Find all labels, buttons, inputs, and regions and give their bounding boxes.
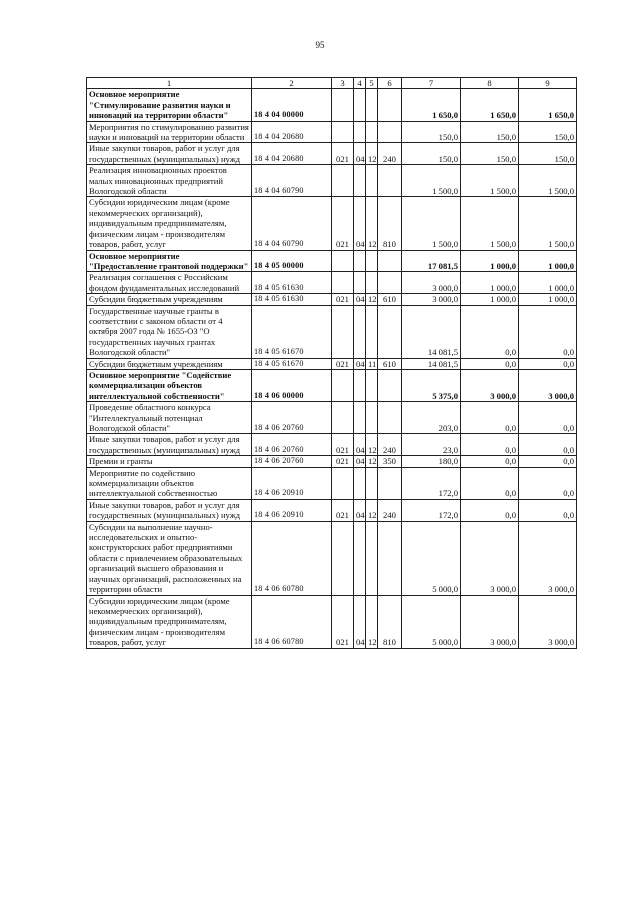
header-cell: 3 bbox=[332, 78, 354, 89]
kosgu-cell bbox=[378, 369, 402, 401]
row-name-cell: Субсидии юридическим лицам (кроме некоммерческих организаций), индивидуальным предпринимателям, физическим лицам - производителям товаров, работ, услуг bbox=[87, 595, 252, 648]
table-row bbox=[87, 143, 577, 165]
table-row bbox=[87, 499, 577, 521]
kosgu-cell: 610 bbox=[378, 294, 402, 305]
amount-year1-cell: 3 000,0 bbox=[402, 294, 461, 305]
amount-year1-cell: 17 081,5 bbox=[402, 250, 461, 272]
target-article-cell: 18 4 06 60780 bbox=[252, 521, 332, 595]
table-body bbox=[87, 89, 577, 648]
kosgu-cell: 240 bbox=[378, 499, 402, 521]
amount-year2-cell: 1 500,0 bbox=[461, 165, 519, 197]
table-row bbox=[87, 165, 577, 197]
subsection-cell bbox=[366, 165, 378, 197]
amount-year2-cell: 0,0 bbox=[461, 467, 519, 499]
section-cell bbox=[354, 467, 366, 499]
amount-year3-cell: 3 000,0 bbox=[519, 521, 577, 595]
table-row bbox=[87, 434, 577, 456]
row-name-cell: Основное мероприятие "Стимулирование развития науки и инноваций на территории области" bbox=[87, 89, 252, 121]
target-article-cell: 18 4 04 20680 bbox=[252, 143, 332, 165]
kosgu-cell bbox=[378, 89, 402, 121]
amount-year1-cell: 150,0 bbox=[402, 143, 461, 165]
subsection-cell: 11 bbox=[366, 358, 378, 369]
subsection-cell bbox=[366, 402, 378, 434]
kosgu-cell bbox=[378, 467, 402, 499]
table-row bbox=[87, 294, 577, 305]
kosgu-cell bbox=[378, 402, 402, 434]
expense-type-cell bbox=[332, 272, 354, 294]
expense-type-cell bbox=[332, 402, 354, 434]
table-row bbox=[87, 369, 577, 401]
expense-type-cell bbox=[332, 305, 354, 358]
section-cell: 04 bbox=[354, 595, 366, 648]
expense-type-cell bbox=[332, 89, 354, 121]
amount-year1-cell: 14 081,5 bbox=[402, 305, 461, 358]
row-name-cell: Мероприятия по стимулированию развития науки и инноваций на территории области bbox=[87, 121, 252, 143]
kosgu-cell: 350 bbox=[378, 456, 402, 467]
row-name-cell: Иные закупки товаров, работ и услуг для государственных (муниципальных) нужд bbox=[87, 434, 252, 456]
target-article-cell: 18 4 06 20910 bbox=[252, 467, 332, 499]
amount-year2-cell: 150,0 bbox=[461, 143, 519, 165]
amount-year1-cell: 5 000,0 bbox=[402, 521, 461, 595]
section-cell bbox=[354, 165, 366, 197]
row-name-cell: Основное мероприятие "Предоставление грантовой поддержки" bbox=[87, 250, 252, 272]
amount-year1-cell: 203,0 bbox=[402, 402, 461, 434]
amount-year1-cell: 1 500,0 bbox=[402, 197, 461, 250]
target-article-cell: 18 4 06 20760 bbox=[252, 434, 332, 456]
amount-year2-cell: 150,0 bbox=[461, 121, 519, 143]
section-cell bbox=[354, 272, 366, 294]
amount-year3-cell: 3 000,0 bbox=[519, 369, 577, 401]
kosgu-cell bbox=[378, 250, 402, 272]
section-cell: 04 bbox=[354, 143, 366, 165]
amount-year3-cell: 3 000,0 bbox=[519, 595, 577, 648]
amount-year2-cell: 3 000,0 bbox=[461, 521, 519, 595]
row-name-cell: Государственные научные гранты в соответствии с законом области от 4 октября 2007 года № 1655-ОЗ "О государственных научных грантах Вологодской области" bbox=[87, 305, 252, 358]
amount-year3-cell: 0,0 bbox=[519, 358, 577, 369]
target-article-cell: 18 4 04 60790 bbox=[252, 197, 332, 250]
table-row bbox=[87, 358, 577, 369]
table-row bbox=[87, 521, 577, 595]
row-name-cell: Премии и гранты bbox=[87, 456, 252, 467]
kosgu-cell: 240 bbox=[378, 434, 402, 456]
amount-year2-cell: 0,0 bbox=[461, 456, 519, 467]
row-name-cell: Реализация соглашения с Российским фондом фундаментальных исследований bbox=[87, 272, 252, 294]
table-row bbox=[87, 467, 577, 499]
subsection-cell bbox=[366, 121, 378, 143]
target-article-cell: 18 4 06 20760 bbox=[252, 402, 332, 434]
section-cell bbox=[354, 369, 366, 401]
amount-year3-cell: 0,0 bbox=[519, 402, 577, 434]
expense-type-cell bbox=[332, 250, 354, 272]
amount-year1-cell: 5 000,0 bbox=[402, 595, 461, 648]
expense-type-cell: 021 bbox=[332, 456, 354, 467]
header-cell: 6 bbox=[378, 78, 402, 89]
amount-year1-cell: 14 081,5 bbox=[402, 358, 461, 369]
amount-year2-cell: 1 500,0 bbox=[461, 197, 519, 250]
amount-year2-cell: 1 000,0 bbox=[461, 294, 519, 305]
subsection-cell bbox=[366, 272, 378, 294]
row-name-cell: Субсидии бюджетным учреждениям bbox=[87, 294, 252, 305]
section-cell: 04 bbox=[354, 197, 366, 250]
expense-type-cell: 021 bbox=[332, 143, 354, 165]
header-cell: 8 bbox=[461, 78, 519, 89]
subsection-cell bbox=[366, 369, 378, 401]
row-name-cell: Основное мероприятие "Содействие коммерциализации объектов интеллектуальной собственности" bbox=[87, 369, 252, 401]
amount-year2-cell: 1 000,0 bbox=[461, 250, 519, 272]
table-row bbox=[87, 121, 577, 143]
amount-year3-cell: 1 000,0 bbox=[519, 294, 577, 305]
target-article-cell: 18 4 04 00000 bbox=[252, 89, 332, 121]
header-cell: 2 bbox=[252, 78, 332, 89]
amount-year1-cell: 172,0 bbox=[402, 467, 461, 499]
amount-year3-cell: 1 500,0 bbox=[519, 197, 577, 250]
amount-year1-cell: 1 500,0 bbox=[402, 165, 461, 197]
section-cell: 04 bbox=[354, 434, 366, 456]
subsection-cell: 12 bbox=[366, 294, 378, 305]
kosgu-cell: 810 bbox=[378, 197, 402, 250]
table-row bbox=[87, 272, 577, 294]
section-cell bbox=[354, 250, 366, 272]
table-row bbox=[87, 595, 577, 648]
expense-type-cell bbox=[332, 121, 354, 143]
amount-year3-cell: 0,0 bbox=[519, 305, 577, 358]
table-row bbox=[87, 305, 577, 358]
target-article-cell: 18 4 04 60790 bbox=[252, 165, 332, 197]
header-cell: 9 bbox=[519, 78, 577, 89]
amount-year3-cell: 0,0 bbox=[519, 499, 577, 521]
row-name-cell: Иные закупки товаров, работ и услуг для государственных (муниципальных) нужд bbox=[87, 143, 252, 165]
kosgu-cell bbox=[378, 272, 402, 294]
amount-year2-cell: 3 000,0 bbox=[461, 595, 519, 648]
amount-year1-cell: 23,0 bbox=[402, 434, 461, 456]
amount-year3-cell: 150,0 bbox=[519, 121, 577, 143]
amount-year1-cell: 1 650,0 bbox=[402, 89, 461, 121]
kosgu-cell bbox=[378, 165, 402, 197]
row-name-cell: Мероприятие по содействию коммерциализации объектов интеллектуальной собственностью bbox=[87, 467, 252, 499]
section-cell bbox=[354, 521, 366, 595]
target-article-cell: 18 4 05 61670 bbox=[252, 305, 332, 358]
amount-year2-cell: 0,0 bbox=[461, 434, 519, 456]
amount-year2-cell: 0,0 bbox=[461, 305, 519, 358]
table-row bbox=[87, 89, 577, 121]
target-article-cell: 18 4 06 60780 bbox=[252, 595, 332, 648]
amount-year1-cell: 180,0 bbox=[402, 456, 461, 467]
target-article-cell: 18 4 05 61630 bbox=[252, 272, 332, 294]
row-name-cell: Субсидии на выполнение научно-исследовательских и опытно-конструкторских работ предприятиями области с привлечением образовательных организаций высшего образования и научных организаций, расположенных на территории области bbox=[87, 521, 252, 595]
target-article-cell: 18 4 05 00000 bbox=[252, 250, 332, 272]
target-article-cell: 18 4 06 20760 bbox=[252, 456, 332, 467]
expense-type-cell: 021 bbox=[332, 197, 354, 250]
section-cell bbox=[354, 402, 366, 434]
subsection-cell bbox=[366, 305, 378, 358]
target-article-cell: 18 4 06 00000 bbox=[252, 369, 332, 401]
expense-type-cell: 021 bbox=[332, 499, 354, 521]
amount-year3-cell: 1 500,0 bbox=[519, 165, 577, 197]
row-name-cell: Иные закупки товаров, работ и услуг для государственных (муниципальных) нужд bbox=[87, 499, 252, 521]
table-row bbox=[87, 402, 577, 434]
expense-type-cell bbox=[332, 467, 354, 499]
subsection-cell: 12 bbox=[366, 595, 378, 648]
section-cell bbox=[354, 305, 366, 358]
header-cell: 4 bbox=[354, 78, 366, 89]
expense-type-cell: 021 bbox=[332, 294, 354, 305]
amount-year3-cell: 1 000,0 bbox=[519, 250, 577, 272]
target-article-cell: 18 4 05 61670 bbox=[252, 358, 332, 369]
expense-type-cell bbox=[332, 521, 354, 595]
subsection-cell: 12 bbox=[366, 143, 378, 165]
row-name-cell: Реализация инновационных проектов малых инновационных предприятий Вологодской области bbox=[87, 165, 252, 197]
header-row bbox=[87, 78, 577, 89]
kosgu-cell bbox=[378, 305, 402, 358]
amount-year3-cell: 150,0 bbox=[519, 143, 577, 165]
subsection-cell: 12 bbox=[366, 197, 378, 250]
expense-type-cell bbox=[332, 165, 354, 197]
section-cell: 04 bbox=[354, 456, 366, 467]
subsection-cell bbox=[366, 89, 378, 121]
kosgu-cell bbox=[378, 121, 402, 143]
kosgu-cell: 240 bbox=[378, 143, 402, 165]
kosgu-cell bbox=[378, 521, 402, 595]
amount-year3-cell: 1 000,0 bbox=[519, 272, 577, 294]
amount-year1-cell: 5 375,0 bbox=[402, 369, 461, 401]
row-name-cell: Субсидии бюджетным учреждениям bbox=[87, 358, 252, 369]
page-number: 95 bbox=[315, 40, 325, 50]
section-cell: 04 bbox=[354, 499, 366, 521]
amount-year2-cell: 0,0 bbox=[461, 499, 519, 521]
header-cell: 5 bbox=[366, 78, 378, 89]
section-cell bbox=[354, 89, 366, 121]
table-row bbox=[87, 250, 577, 272]
amount-year3-cell: 0,0 bbox=[519, 456, 577, 467]
subsection-cell: 12 bbox=[366, 499, 378, 521]
amount-year3-cell: 0,0 bbox=[519, 434, 577, 456]
section-cell: 04 bbox=[354, 358, 366, 369]
expense-type-cell bbox=[332, 369, 354, 401]
section-cell bbox=[354, 121, 366, 143]
header-cell: 7 bbox=[402, 78, 461, 89]
header-cell: 1 bbox=[87, 78, 252, 89]
budget-table bbox=[86, 77, 577, 649]
table-row bbox=[87, 197, 577, 250]
amount-year2-cell: 1 000,0 bbox=[461, 272, 519, 294]
amount-year2-cell: 0,0 bbox=[461, 402, 519, 434]
kosgu-cell: 810 bbox=[378, 595, 402, 648]
amount-year2-cell: 3 000,0 bbox=[461, 369, 519, 401]
amount-year1-cell: 172,0 bbox=[402, 499, 461, 521]
target-article-cell: 18 4 06 20910 bbox=[252, 499, 332, 521]
target-article-cell: 18 4 05 61630 bbox=[252, 294, 332, 305]
subsection-cell bbox=[366, 467, 378, 499]
target-article-cell: 18 4 04 20680 bbox=[252, 121, 332, 143]
section-cell: 04 bbox=[354, 294, 366, 305]
amount-year3-cell: 0,0 bbox=[519, 467, 577, 499]
expense-type-cell: 021 bbox=[332, 595, 354, 648]
subsection-cell: 12 bbox=[366, 434, 378, 456]
kosgu-cell: 610 bbox=[378, 358, 402, 369]
subsection-cell bbox=[366, 521, 378, 595]
subsection-cell: 12 bbox=[366, 456, 378, 467]
amount-year2-cell: 0,0 bbox=[461, 358, 519, 369]
table-row bbox=[87, 456, 577, 467]
amount-year2-cell: 1 650,0 bbox=[461, 89, 519, 121]
expense-type-cell: 021 bbox=[332, 434, 354, 456]
row-name-cell: Проведение областного конкурса "Интеллектуальный потенциал Вологодской области" bbox=[87, 402, 252, 434]
subsection-cell bbox=[366, 250, 378, 272]
amount-year1-cell: 150,0 bbox=[402, 121, 461, 143]
row-name-cell: Субсидии юридическим лицам (кроме некоммерческих организаций), индивидуальным предпринимателям, физическим лицам - производителям товаров, работ, услуг bbox=[87, 197, 252, 250]
expense-type-cell: 021 bbox=[332, 358, 354, 369]
amount-year1-cell: 3 000,0 bbox=[402, 272, 461, 294]
amount-year3-cell: 1 650,0 bbox=[519, 89, 577, 121]
